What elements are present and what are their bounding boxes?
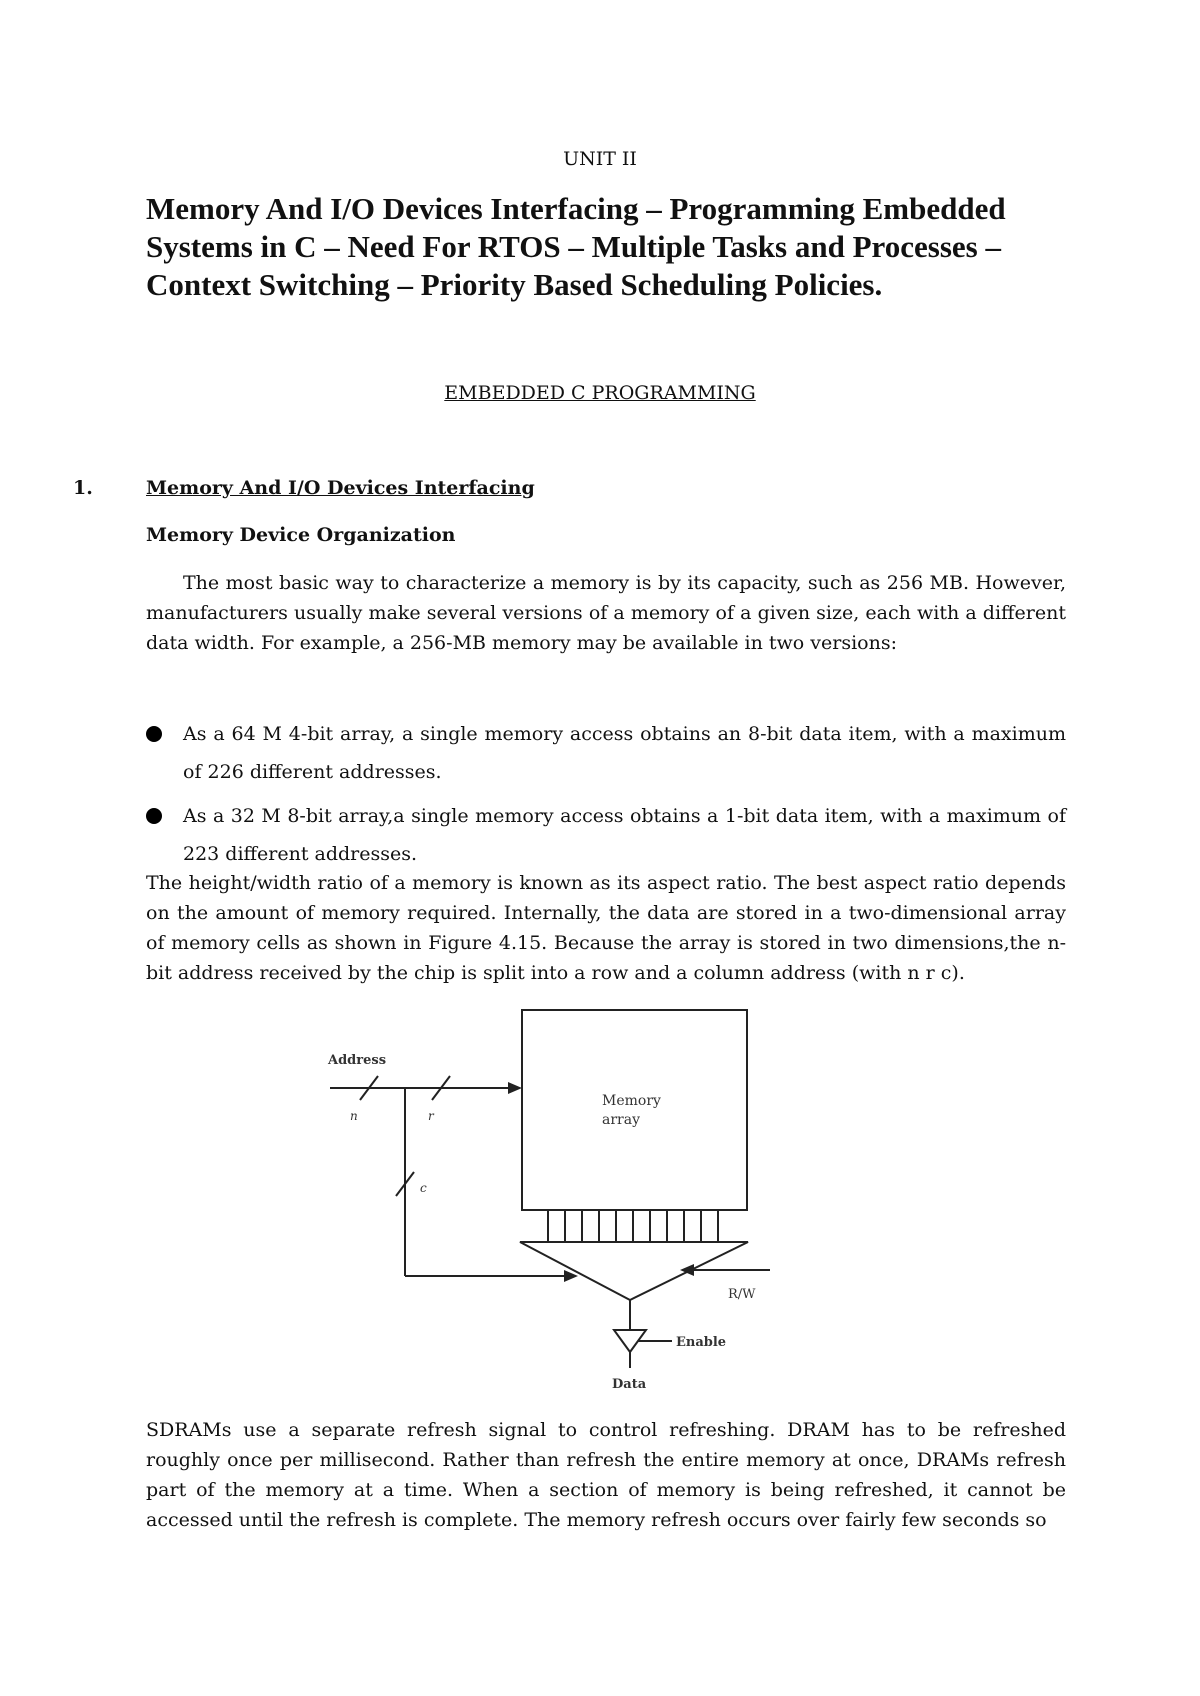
column-lines [548, 1210, 718, 1242]
bullet-item [146, 715, 1066, 791]
section-heading: Memory And I/O Devices Interfacing [146, 477, 535, 499]
enable-label: Enable [676, 1335, 727, 1350]
memory-diagram [320, 1000, 800, 1395]
section-number: 1. [73, 477, 93, 499]
rw-label: R/W [728, 1287, 756, 1302]
bullet-item [146, 797, 1066, 873]
c-label: c [420, 1181, 427, 1195]
r-label: r [428, 1109, 434, 1123]
section-title: EMBEDDED C PROGRAMMING [444, 382, 756, 404]
unit-label: UNIT II [563, 148, 637, 170]
bullet-icon [146, 726, 162, 742]
array-label: array [602, 1112, 640, 1128]
paragraph-capacity: The most basic way to characterize a memory is by its capacity, such as 256 MB. However, manufacturers usually make several versions of a memory of a given size, each with a different data width. For example, a 256-MB memory may be available in two versions: [146, 572, 1066, 654]
address-label: Address [328, 1053, 387, 1068]
paragraph-sdram-refresh: SDRAMs use a separate refresh signal to control refreshing. DRAM has to be refreshed roughly once per millisecond. Rather than refresh the entire memory at once, DRAMs refresh part of the memory at a time. When a section of memory is being refreshed, it cannot be accessed until the refresh is complete. The memory refresh occurs over fairly few seconds so [146, 1419, 1066, 1531]
memory-organization-figure [320, 1000, 800, 1395]
memory-array-box [522, 1010, 747, 1210]
address-arrow [508, 1082, 522, 1094]
memory-label: Memory [602, 1093, 661, 1109]
data-label: Data [612, 1377, 647, 1392]
paragraph-aspect-ratio: The height/width ratio of a memory is known as its aspect ratio. The best aspect ratio depends on the amount of memory required. Internally, the data are stored in a two-dimensional array of memory cells as shown in Figure 4.15. Because the array is stored in two dimensions,the n-bit address received by the chip is split into a row and a column address (with n r c). [146, 872, 1066, 984]
bullet-icon [146, 808, 162, 824]
bullet-text: As a 32 M 8-bit array,a single memory access obtains a 1-bit data item, with a maximum of 223 different addresses. [183, 805, 1066, 865]
subsection-heading: Memory Device Organization [146, 524, 456, 546]
n-label: n [350, 1109, 358, 1123]
bullet-text: As a 64 M 4-bit array, a single memory access obtains an 8-bit data item, with a maximum of 226 different addresses. [183, 723, 1066, 783]
document-title: Memory And I/O Devices Interfacing – Programming Embedded Systems in C – Need For RTOS – Multiple Tasks and Processes – Context Switching – Priority Based Scheduling Policies. [146, 191, 1006, 302]
